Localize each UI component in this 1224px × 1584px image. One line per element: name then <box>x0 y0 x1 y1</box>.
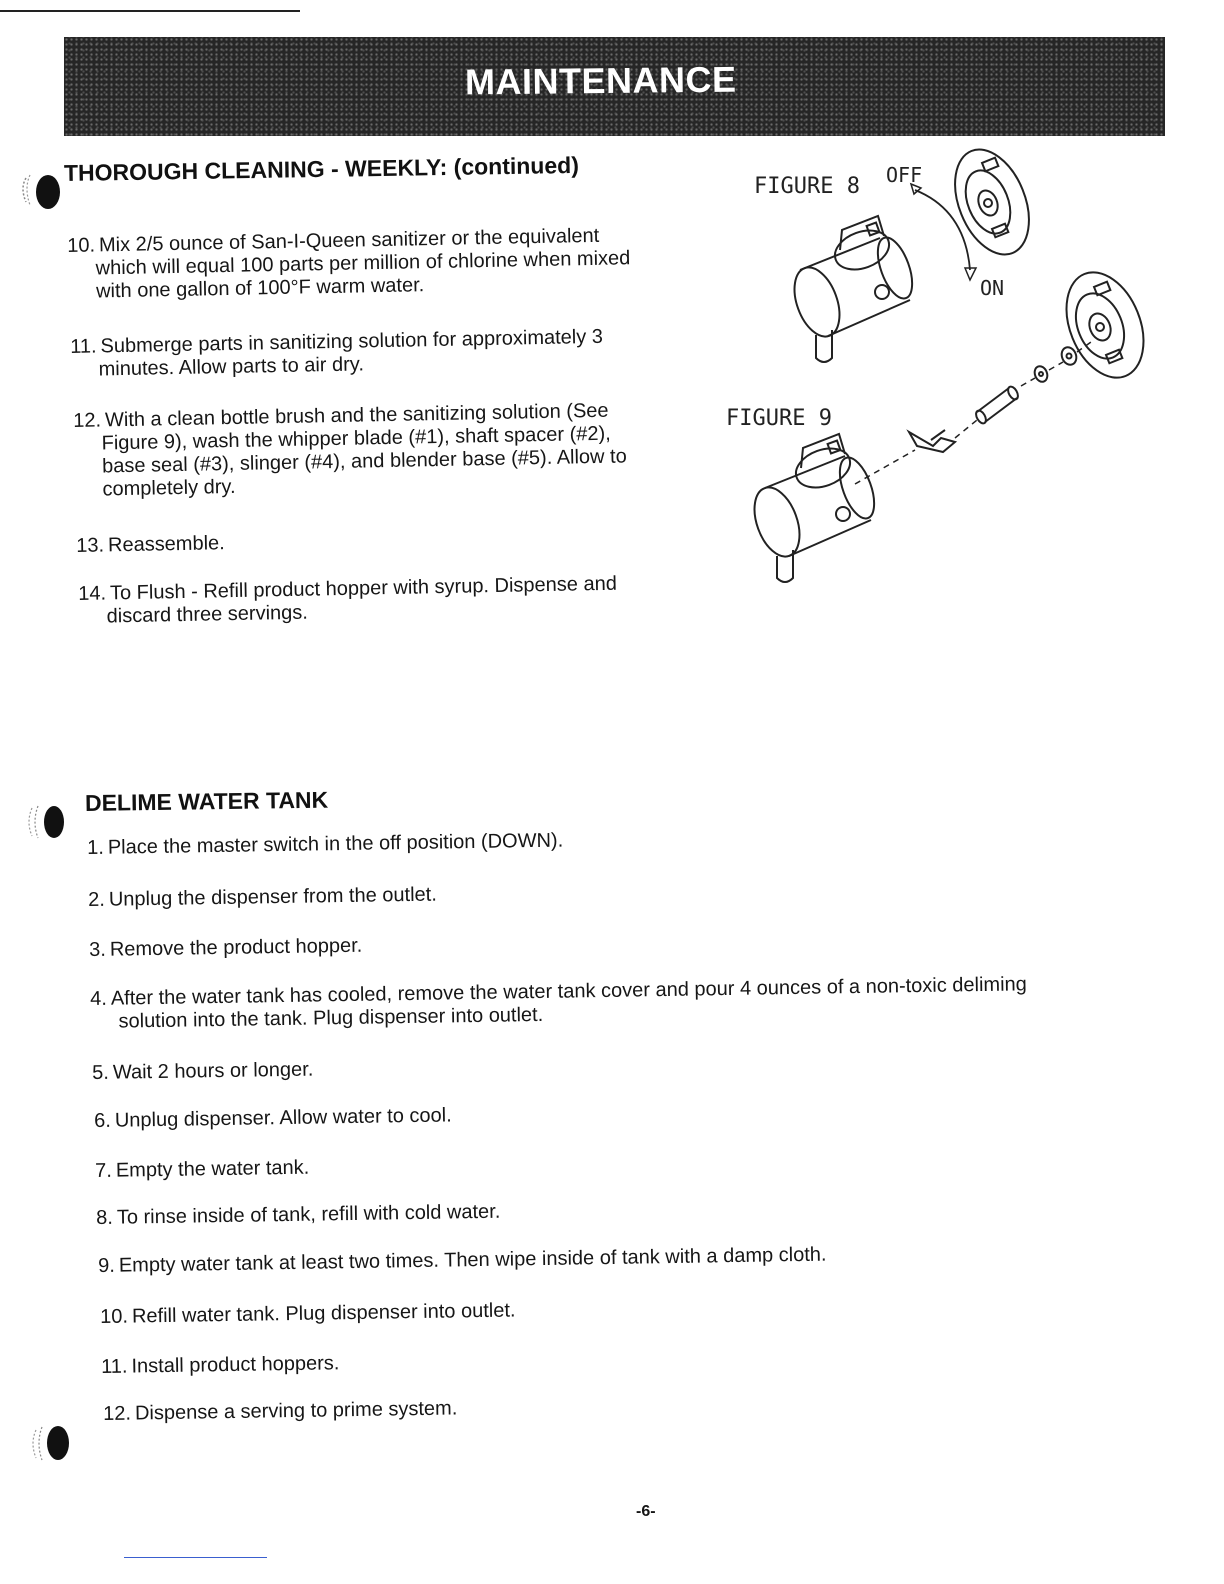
list-item <box>98 1244 827 1278</box>
step-text: Unplug the dispenser from the outlet. <box>108 883 437 911</box>
punch-hole-icon <box>24 1420 74 1466</box>
list-item <box>103 1397 457 1426</box>
step-text: Submerge parts in sanitizing solution for approximately 3 <box>100 325 604 358</box>
list-item <box>76 532 225 558</box>
step-text: To Flush - Refill product hopper with syrup. Dispense and <box>109 572 618 605</box>
step-number: 7. <box>95 1159 113 1182</box>
list-item <box>96 1201 501 1230</box>
step-text: With a clean bottle brush and the sanitizing solution (See <box>104 399 609 432</box>
list-item <box>73 399 627 502</box>
step-text: Place the master switch in the off position (DOWN). <box>107 829 564 859</box>
step-number: 8. <box>96 1206 114 1229</box>
step-text-continued: completely dry. <box>102 475 236 501</box>
assembly-line <box>855 342 1091 484</box>
figure-9-label: FIGURE 9 <box>726 406 832 431</box>
punch-hole-icon <box>16 168 62 216</box>
list-item <box>90 971 1171 1034</box>
step-number: 6. <box>94 1109 112 1132</box>
maintenance-banner <box>64 37 1165 136</box>
list-item <box>92 1059 313 1085</box>
punch-hole-icon <box>18 800 68 844</box>
whipper-blade-icon <box>909 430 955 452</box>
step-text: Reassemble. <box>107 532 225 557</box>
step-number: 12. <box>103 1402 132 1425</box>
step-number: 9. <box>98 1254 116 1277</box>
top-rule <box>0 10 300 12</box>
mixing-chamber-icon <box>746 434 881 582</box>
step-text-continued: minutes. Allow parts to air dry. <box>98 353 365 381</box>
list-item <box>87 830 563 860</box>
list-item <box>67 224 631 304</box>
list-item <box>95 1157 309 1183</box>
banner-title: MAINTENANCE <box>464 58 737 102</box>
page-number: -6- <box>636 1503 656 1520</box>
figure-8-label: FIGURE 8 <box>754 174 860 199</box>
step-text-continued: solution into the tank. Plug dispenser into outlet. <box>118 1003 544 1033</box>
step-text: Unplug dispenser. Allow water to cool. <box>114 1104 452 1132</box>
list-item <box>78 573 618 629</box>
step-number: 12. <box>73 409 102 432</box>
step-text: Empty the water tank. <box>115 1156 310 1182</box>
rotation-arrow-icon <box>915 190 970 270</box>
step-number: 10. <box>100 1305 129 1328</box>
blender-base-icon <box>1052 261 1158 389</box>
figure-9-exploded-drawing <box>745 270 1175 600</box>
step-text: Mix 2/5 ounce of San-I-Queen sanitizer or the equivalent <box>98 224 600 257</box>
blender-base-disc-icon <box>941 139 1043 266</box>
step-number: 11. <box>101 1355 128 1378</box>
list-item <box>88 884 437 912</box>
step-text-continued: with one gallon of 100°F warm water. <box>95 274 425 303</box>
bottom-rule <box>124 1557 267 1558</box>
step-text: Refill water tank. Plug dispenser into outlet. <box>131 1299 516 1328</box>
step-number: 10. <box>67 234 96 257</box>
step-text: Empty water tank at least two times. Then wipe inside of tank with a damp cloth. <box>118 1243 827 1277</box>
figure-8-off-label: OFF <box>886 163 923 187</box>
step-text: To rinse inside of tank, refill with cold water. <box>116 1200 501 1229</box>
step-text-continued: which will equal 100 parts per million of chlorine when mixed <box>95 247 631 280</box>
step-number: 14. <box>78 582 107 605</box>
shaft-spacer-icon <box>974 385 1020 425</box>
list-item <box>70 326 604 382</box>
step-number: 2. <box>88 888 106 911</box>
step-number: 13. <box>76 534 105 557</box>
step-text: Dispense a serving to prime system. <box>134 1397 458 1425</box>
base-seal-icon <box>1032 364 1049 383</box>
section-heading-delime-water-tank: DELIME WATER TANK <box>84 786 329 816</box>
step-number: 11. <box>70 335 97 358</box>
section-heading-thorough-cleaning: THOROUGH CLEANING - WEEKLY: (continued) <box>63 151 580 186</box>
step-number: 1. <box>87 836 105 859</box>
figure-8-on-label: ON <box>980 276 1005 300</box>
step-text: After the water tank has cooled, remove the water tank cover and pour 4 ounces of a non-toxic deliming <box>110 973 1027 1010</box>
step-text: Wait 2 hours or longer. <box>112 1058 314 1084</box>
list-item <box>100 1299 516 1329</box>
list-item <box>89 935 362 962</box>
step-number: 5. <box>92 1061 110 1084</box>
list-item <box>101 1352 340 1379</box>
step-text: Install product hoppers. <box>131 1352 340 1378</box>
step-number: 4. <box>90 987 108 1010</box>
list-item <box>94 1104 452 1133</box>
step-text-continued: Figure 9), wash the whipper blade (#1), shaft spacer (#2), <box>101 422 611 455</box>
step-text-continued: discard three servings. <box>106 601 309 628</box>
step-text-continued: base seal (#3), slinger (#4), and blender base (#5). Allow to <box>101 445 627 478</box>
step-number: 3. <box>89 938 107 961</box>
slinger-icon <box>1059 345 1079 367</box>
step-text: Remove the product hopper. <box>109 934 363 961</box>
